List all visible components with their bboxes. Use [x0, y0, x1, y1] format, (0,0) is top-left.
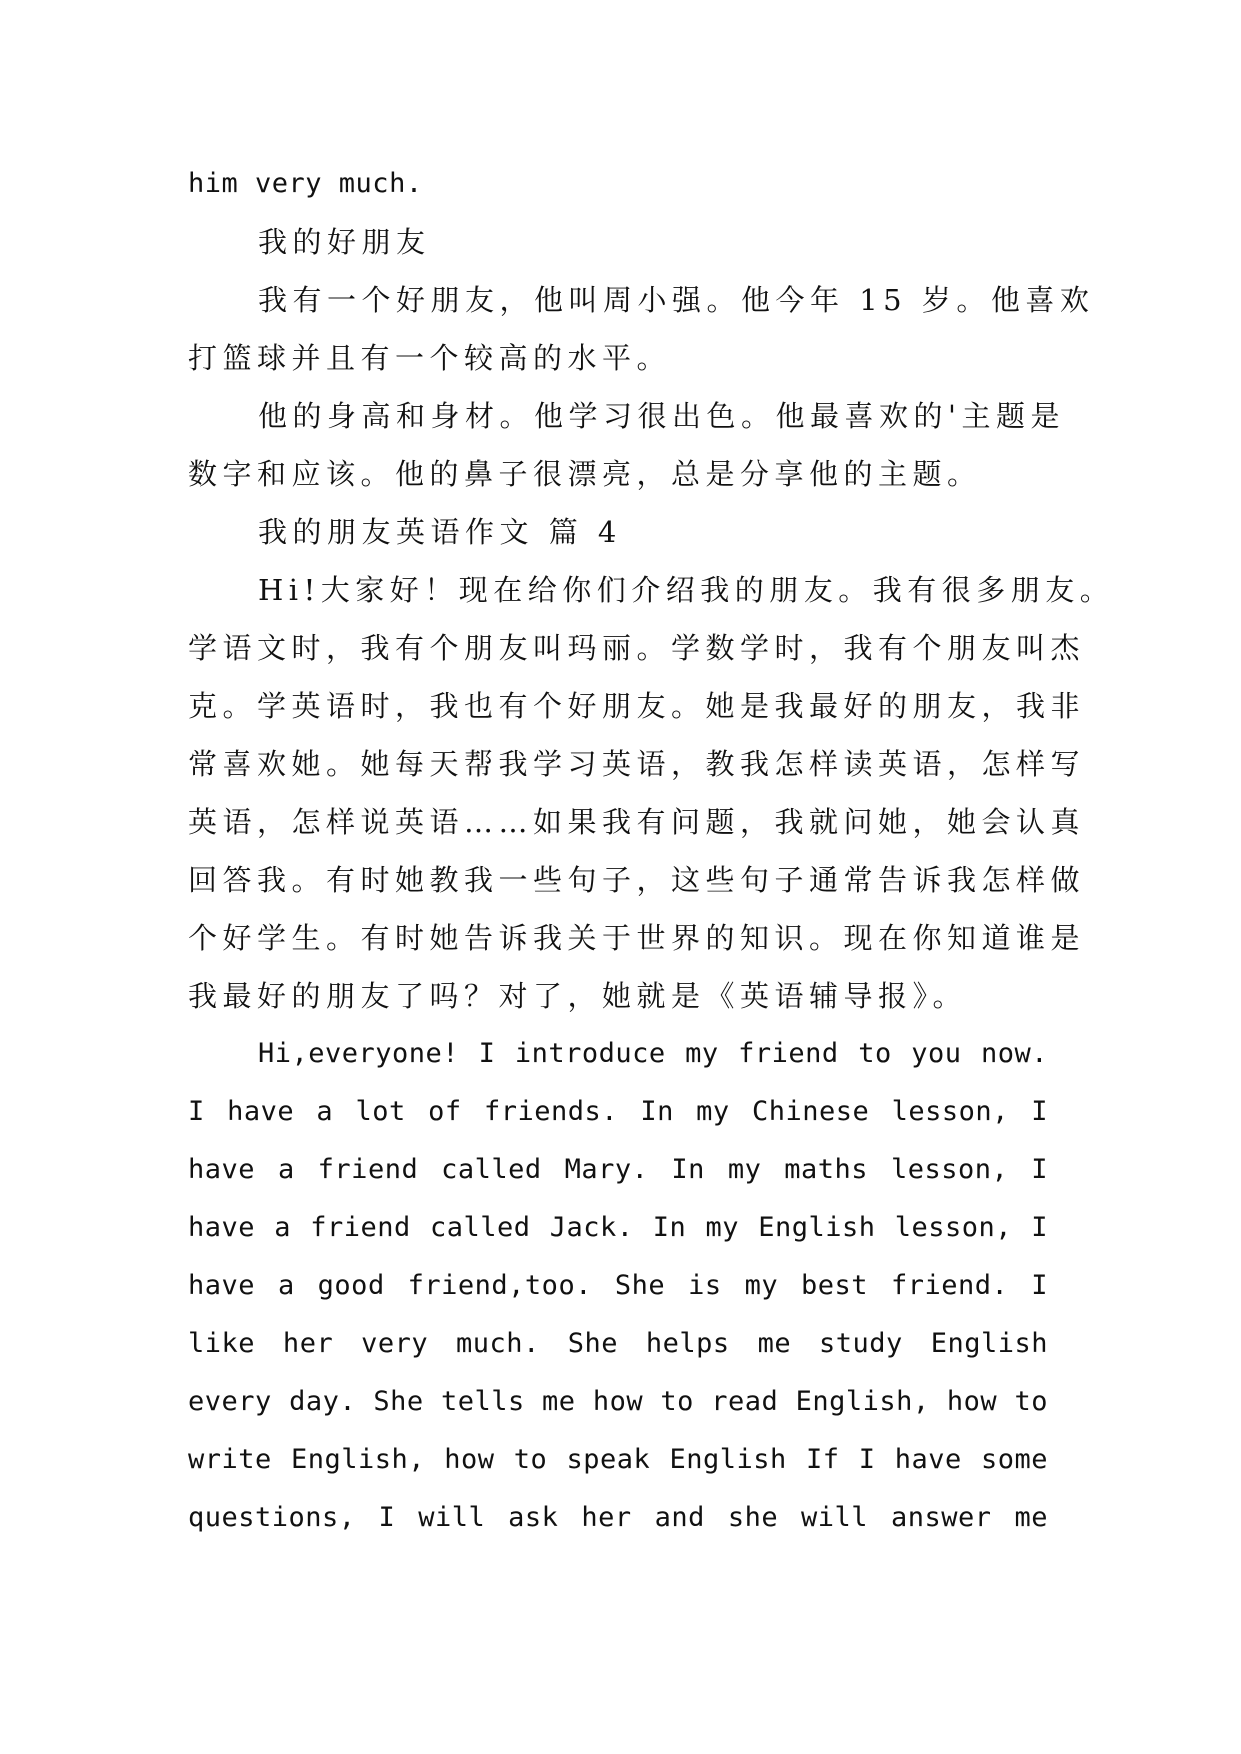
text-line: Hi,everyone! I introduce my friend to you now.	[258, 1038, 1048, 1069]
text-line: have a friend called Jack. In my English lesson, I	[188, 1212, 1048, 1243]
text-line: 我有一个好朋友，他叫周小强。他今年 15 岁。他喜欢	[258, 283, 1095, 317]
text-line: 学语文时，我有个朋友叫玛丽。学数学时，我有个朋友叫杰	[188, 631, 1086, 665]
text-line: write English, how to speak English If I have some	[188, 1444, 1048, 1475]
text-line: 英语，怎样说英语……如果我有问题，我就问她，她会认真	[188, 805, 1086, 839]
text-line: him very much.	[188, 168, 423, 199]
text-line: Hi!大家好！现在给你们介绍我的朋友。我有很多朋友。	[258, 573, 1115, 607]
text-line: 数字和应该。他的鼻子很漂亮，总是分享他的主题。	[188, 457, 982, 491]
section-heading: 我的朋友英语作文 篇 4	[258, 515, 622, 549]
text-line: questions, I will ask her and she will answer me	[188, 1502, 1048, 1533]
text-line: 个好学生。有时她告诉我关于世界的知识。现在你知道谁是	[188, 921, 1086, 955]
text-line: 回答我。有时她教我一些句子，这些句子通常告诉我怎样做	[188, 863, 1086, 897]
document-body	[188, 155, 1115, 1547]
text-line: 克。学英语时，我也有个好朋友。她是我最好的朋友，我非	[188, 689, 1086, 723]
text-line: have a good friend,too. She is my best friend. I	[188, 1270, 1048, 1301]
text-line: I have a lot of friends. In my Chinese lesson, I	[188, 1096, 1048, 1127]
text-line: have a friend called Mary. In my maths lesson, I	[188, 1154, 1048, 1185]
text-line: like her very much. She helps me study English	[188, 1328, 1048, 1359]
text-line: 常喜欢她。她每天帮我学习英语，教我怎样读英语，怎样写	[188, 747, 1086, 781]
section-heading: 我的好朋友	[258, 225, 431, 259]
text-line: every day. She tells me how to read English, how to	[188, 1386, 1048, 1417]
text-line: 我最好的朋友了吗？对了，她就是《英语辅导报》。	[188, 979, 968, 1013]
text-line: 他的身高和身材。他学习很出色。他最喜欢的'主题是	[258, 399, 1065, 433]
text-line: 打篮球并且有一个较高的水平。	[188, 341, 672, 375]
